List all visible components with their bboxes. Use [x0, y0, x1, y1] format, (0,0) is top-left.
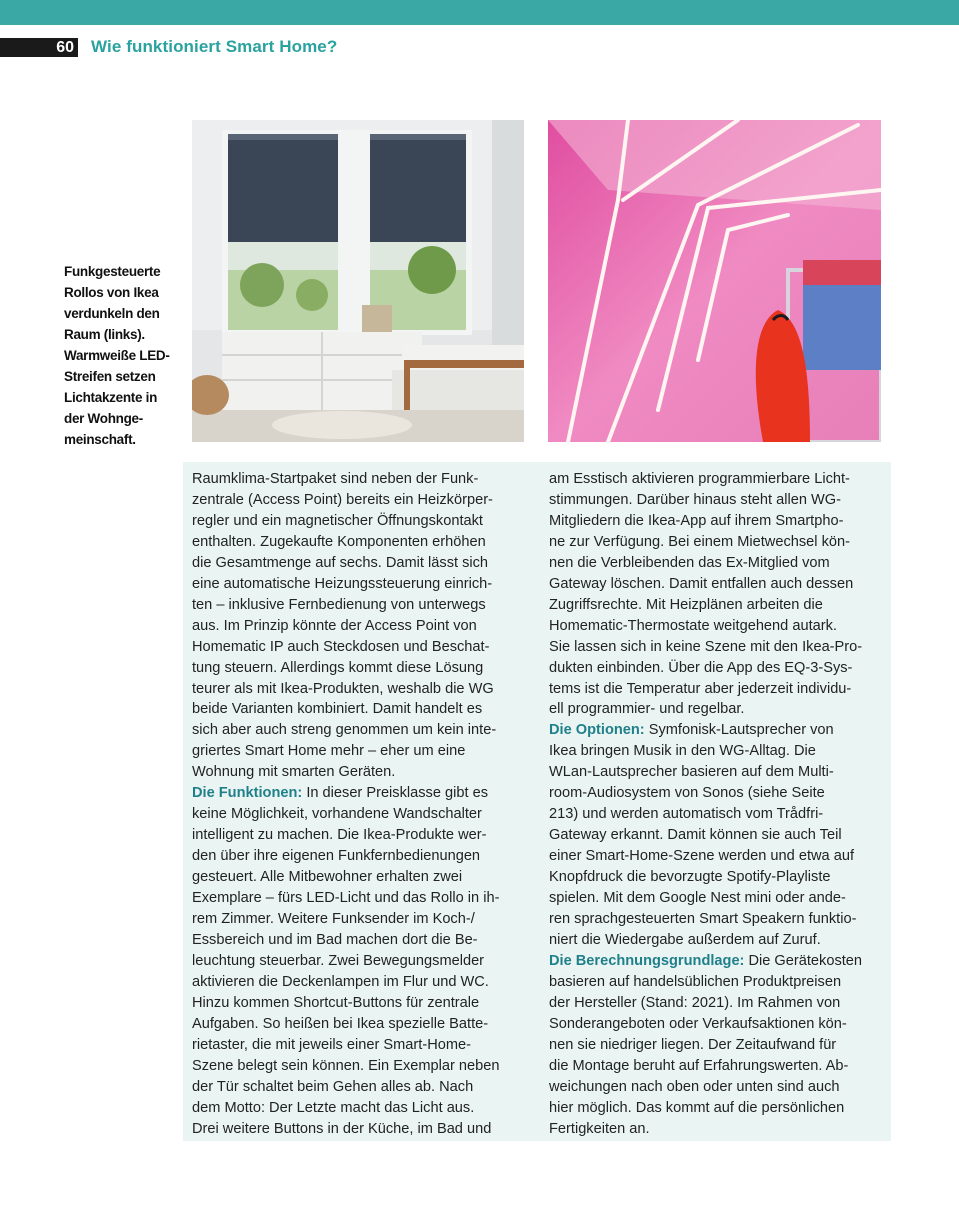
text-line: hier möglich. Das kommt auf die persönlichen: [549, 1099, 845, 1116]
text-line: Raumklima-Startpaket sind neben der Funk-: [192, 471, 479, 487]
caption-line: Streifen setzen: [64, 369, 156, 384]
text-line: Homematic-Thermostate weitgehend autark.: [549, 617, 837, 634]
text-line: nen die Verbleibenden das Ex-Mitglied vom: [549, 554, 830, 571]
caption-line: Funkgesteuerte: [64, 264, 161, 279]
text-line: [549, 720, 885, 741]
caption-line: Raum (links).: [64, 327, 145, 342]
bedroom-blinds-photo: [192, 120, 524, 442]
text-line: gesteuert. Alle Mitbewohner erhalten zwei: [192, 869, 463, 886]
text-line: rem Zimmer. Weitere Funksender im Koch-/: [192, 911, 475, 928]
text-line: Wohnung mit smarten Geräten.: [192, 764, 396, 781]
text-line: der Hersteller (Stand: 2021). Im Rahmen von: [549, 994, 841, 1011]
text-line: [549, 951, 885, 972]
section-text: Die Gerätekosten: [744, 952, 863, 969]
text-line: rietaster, die mit jeweils einer Smart-Home-: [192, 1036, 471, 1053]
text-line: room-Audiosystem von Sonos (siehe Seite: [549, 785, 825, 802]
text-line: basieren auf handelsüblichen Produktpreisen: [549, 973, 842, 990]
text-line: ten – inklusive Fernbedienung von unterwegs: [192, 596, 486, 613]
text-line: stimmungen. Darüber hinaus steht allen WG-: [549, 491, 842, 508]
text-line: Essbereich und im Bad machen dort die Be-: [192, 931, 478, 948]
caption-line: meinschaft.: [64, 432, 136, 447]
text-line: Gateway löschen. Damit entfallen auch dessen: [549, 575, 854, 592]
text-line: Sonderangeboten oder Verkaufsaktionen kön-: [549, 1015, 847, 1032]
text-line: Fertigkeiten an.: [549, 1120, 650, 1137]
text-line: Aufgaben. So heißen bei Ikea spezielle Batte-: [192, 1015, 489, 1032]
text-line: Ikea bringen Musik in den WG-Alltag. Die: [549, 743, 816, 760]
section-text: In dieser Preisklasse gibt es: [302, 785, 489, 802]
text-line: aktivieren die Deckenlampen im Flur und WC.: [192, 973, 489, 990]
text-line: den über ihre eigenen Funkfernbedienungen: [192, 848, 481, 865]
text-line: Hinzu kommen Shortcut-Buttons für zentrale: [192, 994, 480, 1011]
caption-line: Warmweiße LED-: [64, 348, 170, 363]
section-heading: Die Funktionen:: [192, 785, 303, 802]
led-strips-photo: [548, 120, 881, 442]
text-line: WLan-Lautsprecher basieren auf dem Multi-: [549, 764, 834, 781]
text-line: die Montage beruht auf Erfahrungswerten. Ab-: [549, 1057, 849, 1074]
text-line: Drei weitere Buttons in der Küche, im Bad und: [192, 1120, 492, 1137]
section-heading: Die Optionen:: [549, 722, 645, 739]
text-line: nen sie niedriger liegen. Der Zeitaufwand für: [549, 1036, 837, 1053]
text-line: dukten einbinden. Über die App des EQ-3-Sys-: [549, 659, 853, 676]
text-line: der Tür schaltet beim Gehen alles ab. Nach: [192, 1078, 474, 1095]
text-line: spielen. Mit dem Google Nest mini oder ande-: [549, 890, 846, 907]
text-line: eine automatische Heizungssteuerung einrich-: [192, 575, 493, 592]
text-line: sich aber auch streng genommen um kein inte-: [192, 722, 497, 739]
caption-line: verdunkeln den: [64, 306, 160, 321]
text-line: keine Möglichkeit, vorhandene Wandschalter: [192, 806, 482, 823]
caption-line: Lichtakzente in: [64, 390, 158, 405]
text-line: weichungen nach oben oder unten sind auch: [549, 1078, 840, 1095]
text-line: regler und ein magnetischer Öffnungskontakt: [192, 512, 483, 529]
text-line: 213) und werden automatisch vom Trådfri-: [549, 806, 824, 823]
section-text: Symfonisk-Lautsprecher von: [644, 722, 834, 739]
text-line: am Esstisch aktivieren programmierbare Licht-: [549, 471, 850, 487]
text-line: Knopfdruck die bevorzugte Spotify-Playliste: [549, 869, 831, 886]
caption-line: der Wohnge-: [64, 411, 143, 426]
text-line: griertes Smart Home mehr – eher um eine: [192, 743, 466, 760]
text-line: Szene belegt sein können. Ein Exemplar neben: [192, 1057, 500, 1074]
page-number: 60: [0, 38, 78, 57]
left-text-column: [192, 469, 528, 1140]
photo-caption: [64, 261, 176, 450]
text-line: Sie lassen sich in keine Szene mit den Ikea-Pro-: [549, 638, 863, 655]
right-text-column: [549, 469, 885, 1140]
text-line: Homematic IP auch Steckdosen und Beschat-: [192, 638, 490, 655]
caption-line: Rollos von Ikea: [64, 285, 159, 300]
text-line: die Gesamtmenge auf sechs. Damit lässt sich: [192, 554, 489, 571]
text-line: Zugriffsrechte. Mit Heizplänen arbeiten die: [549, 596, 823, 613]
section-heading: Die Berechnungsgrundlage:: [549, 952, 745, 969]
text-line: leuchtung steuerbar. Zwei Bewegungsmelder: [192, 952, 485, 969]
top-color-bar: [0, 0, 959, 25]
text-line: dem Motto: Der Letzte macht das Licht aus.: [192, 1099, 475, 1116]
text-line: aus. Im Prinzip könnte der Access Point von: [192, 617, 477, 634]
text-line: tung steuern. Allerdings kommt diese Lösung: [192, 659, 484, 676]
chapter-title: Wie funktioniert Smart Home?: [91, 37, 338, 56]
text-line: ell programmier- und regelbar.: [549, 701, 745, 718]
text-line: ne zur Verfügung. Bei einem Mietwechsel kön-: [549, 533, 850, 550]
text-line: Mitgliedern die Ikea-App auf ihrem Smartpho-: [549, 512, 844, 529]
text-line: Gateway erkannt. Damit können sie auch Teil: [549, 827, 842, 844]
text-line: beide Varianten kombiniert. Damit handelt es: [192, 701, 483, 718]
text-line: tems ist die Temperatur aber jederzeit individu-: [549, 680, 852, 697]
text-line: niert die Wiedergabe außerdem auf Zuruf.: [549, 931, 821, 948]
text-line: intelligent zu machen. Die Ikea-Produkte wer-: [192, 827, 487, 844]
text-line: [192, 783, 528, 804]
text-line: Exemplare – fürs LED-Licht und das Rollo in ih-: [192, 890, 500, 907]
text-line: ren sprachgesteuerten Smart Speakern funktio-: [549, 911, 857, 928]
text-line: einer Smart-Home-Szene werden und etwa auf: [549, 848, 855, 865]
text-line: teurer als mit Ikea-Produkten, weshalb die WG: [192, 680, 494, 697]
text-line: enthalten. Zugekaufte Komponenten erhöhen: [192, 533, 486, 550]
text-line: zentrale (Access Point) bereits ein Heizkörper-: [192, 491, 493, 508]
